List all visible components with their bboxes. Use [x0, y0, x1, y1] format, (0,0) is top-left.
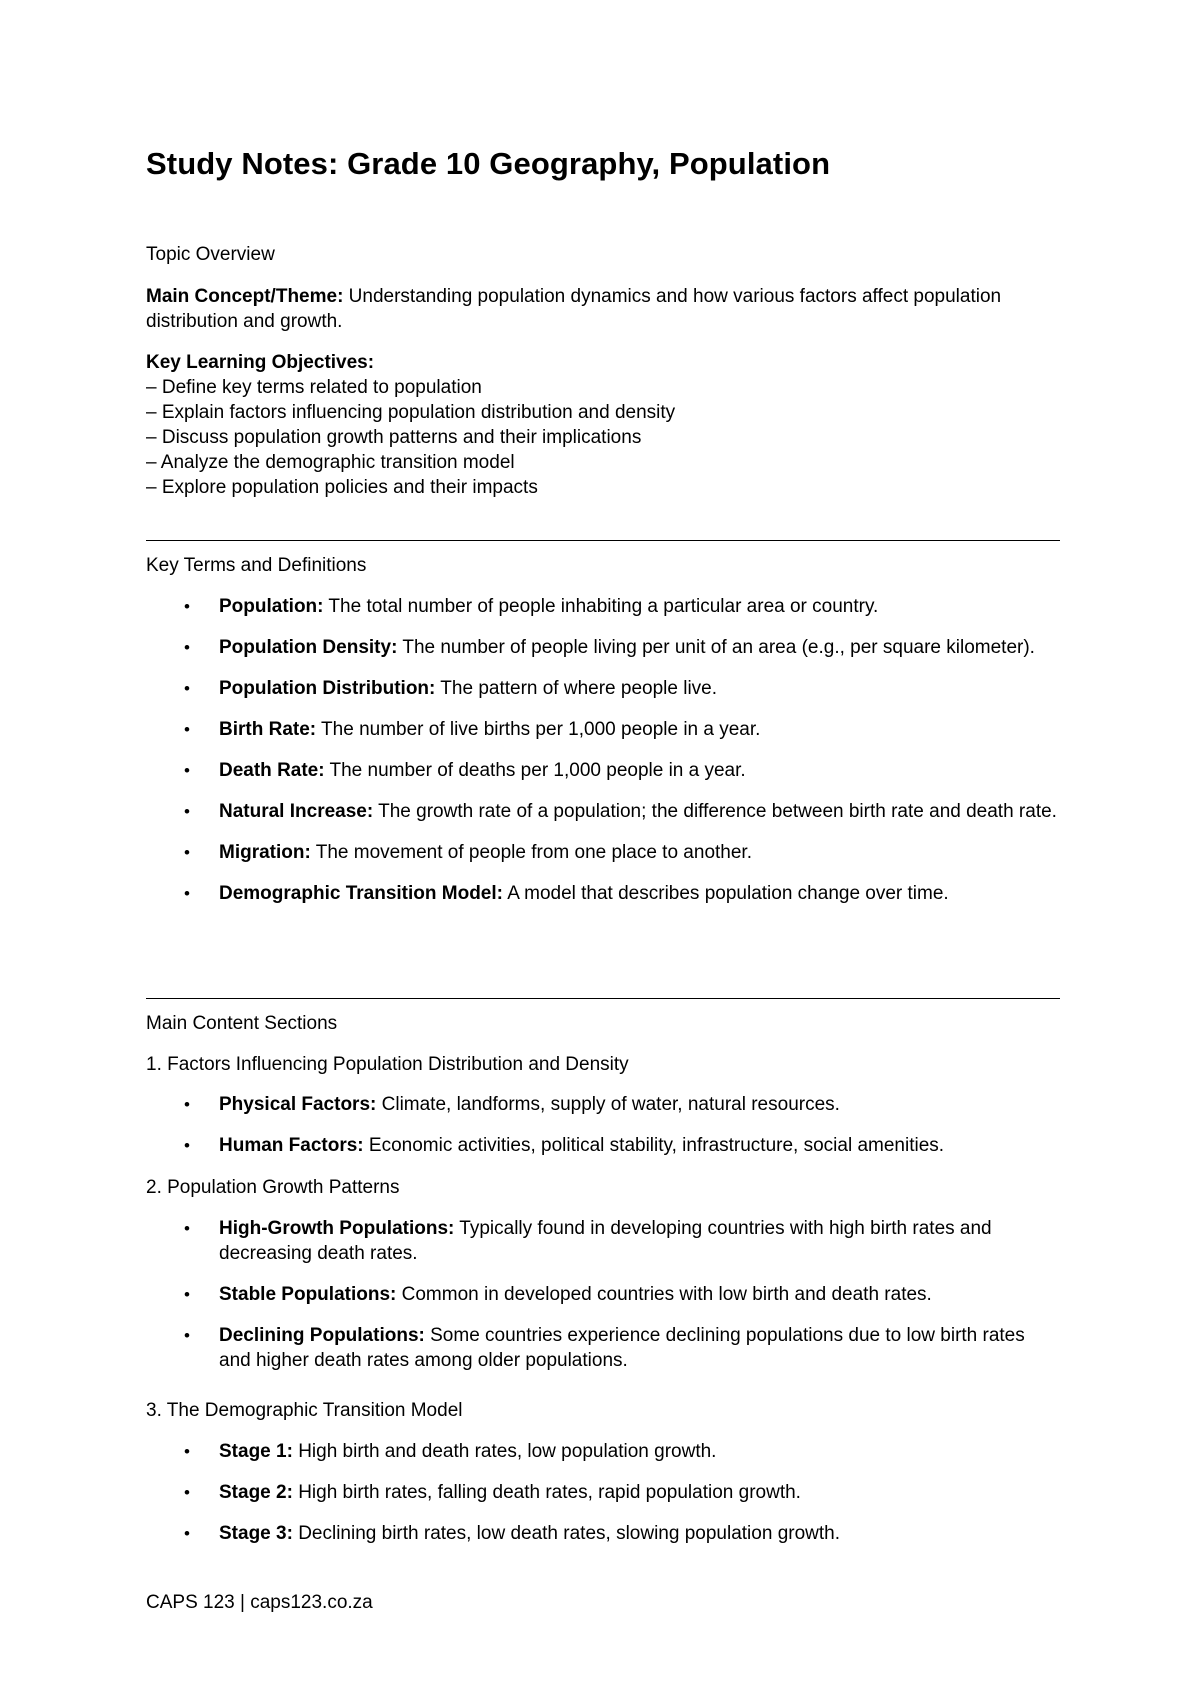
key-terms-list	[146, 594, 1060, 906]
bullet-icon: •	[184, 802, 190, 821]
page-footer: CAPS 123 | caps123.co.za	[146, 1592, 373, 1613]
list-item: • Population Density: The number of people living per unit of an area (e.g., per square kilometer).	[184, 637, 1035, 658]
list-item: • Demographic Transition Model: A model that describes population change over time.	[184, 883, 949, 904]
list-item: • Natural Increase: The growth rate of a population; the difference between birth rate and death rate.	[184, 801, 1057, 822]
list-item: • Death Rate: The number of deaths per 1,000 people in a year.	[184, 760, 746, 781]
bullet-icon: •	[184, 843, 190, 862]
bullet-icon: •	[184, 1524, 190, 1543]
main-content-label: Main Content Sections	[146, 1013, 338, 1034]
section-heading: 1. Factors Influencing Population Distribution and Density	[146, 1054, 629, 1075]
section-heading: 2. Population Growth Patterns	[146, 1177, 400, 1198]
list-item: • Human Factors: Economic activities, political stability, infrastructure, social amenities.	[184, 1135, 945, 1156]
bullet-icon: •	[184, 1483, 190, 1502]
objective-item: – Explore population policies and their impacts	[146, 477, 538, 498]
bullet-icon: •	[184, 597, 190, 616]
main-concept-text: Understanding population dynamics and how various factors affect population distribution and growth.	[146, 286, 1002, 332]
objectives-block	[146, 350, 1060, 500]
bullet-icon: •	[184, 1136, 190, 1155]
section-1-list	[146, 1092, 1060, 1158]
bullet-icon: •	[184, 1219, 190, 1238]
list-item: • Stage 1: High birth and death rates, low population growth.	[184, 1441, 717, 1462]
bullet-icon: •	[184, 761, 190, 780]
list-item: • Declining Populations: Some countries experience declining populations due to low birth rates and higher death rates among older populations.	[184, 1325, 1025, 1371]
objective-item: – Define key terms related to population	[146, 377, 482, 398]
bullet-icon: •	[184, 1326, 190, 1345]
list-item: • Birth Rate: The number of live births per 1,000 people in a year.	[184, 719, 761, 740]
list-item: • Population: The total number of people inhabiting a particular area or country.	[184, 596, 879, 617]
bullet-icon: •	[184, 1442, 190, 1461]
bullet-icon: •	[184, 1095, 190, 1114]
divider	[146, 540, 1060, 541]
section-3-list	[146, 1439, 1060, 1546]
divider	[146, 998, 1060, 999]
bullet-icon: •	[184, 638, 190, 657]
objective-item: – Analyze the demographic transition model	[146, 452, 515, 473]
objective-item: – Explain factors influencing population distribution and density	[146, 402, 676, 423]
bullet-icon: •	[184, 679, 190, 698]
page-title: Study Notes: Grade 10 Geography, Population	[146, 146, 831, 181]
section-heading: 3. The Demographic Transition Model	[146, 1400, 463, 1421]
objectives-label: Key Learning Objectives:	[146, 352, 375, 373]
list-item: • High-Growth Populations: Typically found in developing countries with high birth rates and decreasing death rates.	[184, 1218, 992, 1264]
objective-item: – Discuss population growth patterns and their implications	[146, 427, 642, 448]
bullet-icon: •	[184, 720, 190, 739]
list-item: • Population Distribution: The pattern of where people live.	[184, 678, 718, 699]
bullet-icon: •	[184, 884, 190, 903]
list-item: • Physical Factors: Climate, landforms, supply of water, natural resources.	[184, 1094, 840, 1115]
main-concept-paragraph	[146, 284, 1060, 334]
list-item: • Stable Populations: Common in developed countries with low birth and death rates.	[184, 1284, 932, 1305]
bullet-icon: •	[184, 1285, 190, 1304]
section-2-list	[146, 1216, 1060, 1373]
main-concept-label: Main Concept/Theme:	[146, 286, 344, 307]
topic-overview-label: Topic Overview	[146, 244, 275, 265]
key-terms-label: Key Terms and Definitions	[146, 555, 367, 576]
list-item: • Stage 2: High birth rates, falling death rates, rapid population growth.	[184, 1482, 801, 1503]
list-item: • Stage 3: Declining birth rates, low death rates, slowing population growth.	[184, 1523, 840, 1544]
list-item: • Migration: The movement of people from one place to another.	[184, 842, 752, 863]
